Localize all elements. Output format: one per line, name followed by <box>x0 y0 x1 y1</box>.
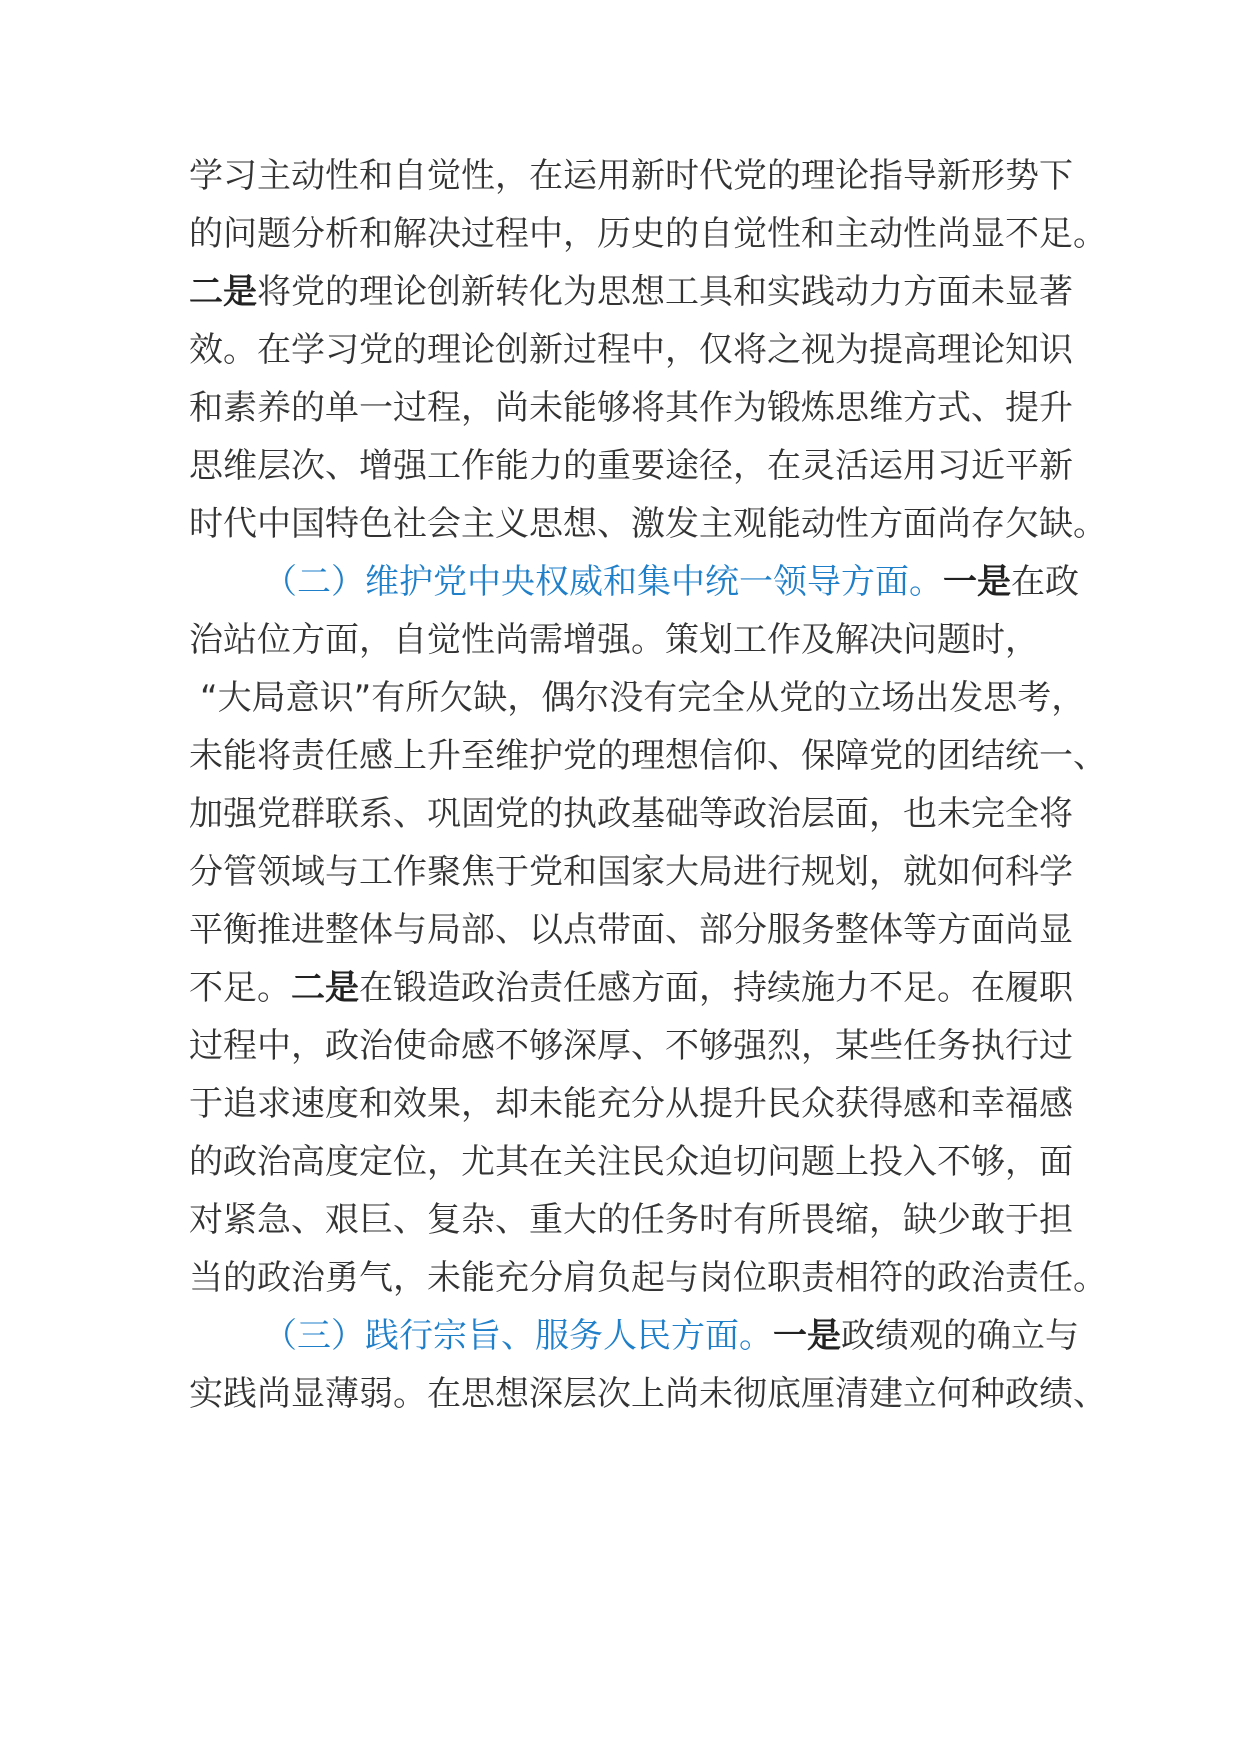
text-line <box>189 1187 1073 1253</box>
section-heading: （三）践行宗旨、服务人民方面。 <box>263 1316 773 1356</box>
text-run: 未能将责任感上升至维护党的理想信仰、保障党的团结统一、 <box>189 736 1107 776</box>
text-line <box>189 201 1107 267</box>
text-run: 当的政治勇气，未能充分肩负起与岗位职责相符的政治责任。 <box>189 1258 1107 1298</box>
text-line <box>189 955 1073 1021</box>
bold-marker: 二是 <box>291 968 359 1008</box>
text-line <box>189 433 1073 499</box>
text-run: 思维层次、增强工作能力的重要途径，在灵活运用习近平新 <box>189 446 1073 486</box>
text-run: 过程中，政治使命感不够深厚、不够强烈，某些任务执行过 <box>189 1026 1073 1066</box>
text-line <box>189 375 1073 441</box>
text-line <box>189 1245 1107 1311</box>
section-heading: （二）维护党中央权威和集中统一领导方面。 <box>263 562 943 602</box>
text-line <box>189 1129 1073 1195</box>
text-line <box>189 1361 1107 1427</box>
text-line <box>189 607 1069 673</box>
text-line <box>189 1013 1073 1079</box>
text-run: 对紧急、艰巨、复杂、重大的任务时有所畏缩，缺少敢于担 <box>189 1200 1073 1240</box>
bold-marker: 一是 <box>773 1316 841 1356</box>
text-run: “大局意识”有所欠缺，偶尔没有完全从党的立场出发思考， <box>200 678 1086 718</box>
text-run: 政绩观的确立与 <box>841 1316 1079 1356</box>
text-run: 治站位方面，自觉性尚需增强。策划工作及解决问题时， <box>189 620 1039 660</box>
text-run: 将党的理论创新转化为思想工具和实践动力方面未显著 <box>257 272 1073 312</box>
text-run: 的政治高度定位，尤其在关注民众迫切问题上投入不够，面 <box>189 1142 1073 1182</box>
text-line <box>189 259 1073 325</box>
text-run: 和素养的单一过程，尚未能够将其作为锻炼思维方式、提升 <box>189 388 1073 428</box>
text-run: 效。在学习党的理论创新过程中，仅将之视为提高理论知识 <box>189 330 1073 370</box>
text-run: 加强党群联系、巩固党的执政基础等政治层面，也未完全将 <box>189 794 1073 834</box>
text-run: 平衡推进整体与局部、以点带面、部分服务整体等方面尚显 <box>189 910 1073 950</box>
text-run: 在锻造政治责任感方面，持续施力不足。在履职 <box>359 968 1073 1008</box>
bold-marker: 二是 <box>189 272 257 312</box>
text-run: 实践尚显薄弱。在思想深层次上尚未彻底厘清建立何种政绩、 <box>189 1374 1107 1414</box>
text-run: 在政 <box>1011 562 1079 602</box>
text-line <box>189 781 1073 847</box>
text-line <box>189 839 1073 905</box>
text-line <box>189 143 1073 209</box>
text-run: 的问题分析和解决过程中，历史的自觉性和主动性尚显不足。 <box>189 214 1107 254</box>
text-run: 分管领域与工作聚焦于党和国家大局进行规划，就如何科学 <box>189 852 1073 892</box>
text-line <box>189 897 1073 963</box>
text-run: 学习主动性和自觉性，在运用新时代党的理论指导新形势下 <box>189 156 1073 196</box>
text-run: 时代中国特色社会主义思想、激发主观能动性方面尚存欠缺。 <box>189 504 1107 544</box>
text-line <box>189 317 1073 383</box>
section-heading-line <box>263 549 1143 615</box>
text-line <box>189 491 1107 557</box>
text-line <box>189 723 1107 789</box>
text-run: 不足。 <box>189 968 291 1008</box>
section-heading-line <box>263 1303 1143 1369</box>
text-run: 于追求速度和效果，却未能充分从提升民众获得感和幸福感 <box>189 1084 1073 1124</box>
text-line <box>200 665 1086 731</box>
bold-marker: 一是 <box>943 562 1011 602</box>
text-line <box>189 1071 1073 1137</box>
